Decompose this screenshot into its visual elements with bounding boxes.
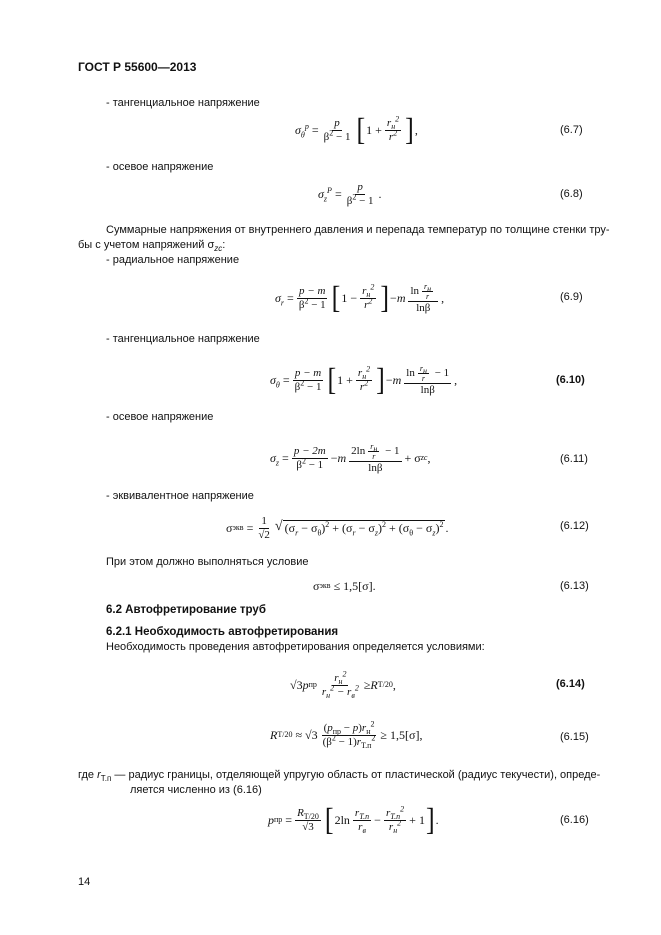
equation-number-6-10: (6.10) bbox=[556, 374, 585, 386]
necessity-text: Необходимость проведения автофретирования определяется условиями: bbox=[106, 641, 485, 653]
axial-stress-label-2: - осевое напряжение bbox=[106, 411, 214, 423]
where-definition-line1: где $r_{Т.п}$ — радиус границы, отделяющей упругую область от пластической (радиус текучести), опреде- bbox=[78, 769, 601, 784]
equation-number-6-8: (6.8) bbox=[560, 188, 583, 200]
formula-6-15: R Т/20 ≈ √3 $\frac{(p_{пр} - p)r_н^2}{(\beta^2 - 1)r_{Т.п}^2}$ ≥ 1,5[σ], bbox=[270, 718, 423, 750]
document-header: ГОСТ Р 55600—2013 bbox=[78, 60, 197, 74]
summary-paragraph-line1: Суммарные напряжения от внутреннего давления и перепада температур по толщине стенки тру- bbox=[106, 224, 610, 236]
formula-6-7: $\sigma_\theta^p$ = $\frac{p}{\beta^2 - 1}$ [ 1 + $\frac{r_н^2}{r^2}$ ] , bbox=[295, 112, 418, 147]
equation-number-6-9: (6.9) bbox=[560, 291, 583, 303]
equation-number-6-13: (6.13) bbox=[560, 580, 589, 592]
formula-6-8: $\sigma_z^P$ = $\frac{p}{\beta^2 - 1}$ . bbox=[318, 180, 382, 207]
radial-stress-label: - радиальное напряжение bbox=[106, 254, 240, 266]
equation-number-6-14: (6.14) bbox=[556, 678, 585, 690]
section-heading-6-2-1: 6.2.1 Необходимость автофретирования bbox=[106, 626, 339, 638]
section-heading-6-2: 6.2 Автофретирование труб bbox=[106, 604, 266, 616]
formula-6-12: σ экв = $\frac{1}{√2}$ √ $(\sigma_r - \sigma_\theta)^2 + (\sigma_r - \sigma_z)^2 + (\sigma_\theta - \sigma_z)^2$ . bbox=[226, 514, 449, 541]
condition-text: При этом должно выполняться условие bbox=[106, 556, 309, 568]
formula-6-16: p пр = $\frac{R_{Т/20}}{√3}$ [ 2ln $\frac{r_{Т.п}}{r_в}$ − $\frac{r_{Т.п}^2}{r_н^2}$ + 1 ] . bbox=[268, 802, 439, 837]
equation-number-6-11: (6.11) bbox=[560, 453, 588, 465]
where-definition-line2: ляется численно из (6.16) bbox=[130, 784, 262, 796]
axial-stress-label: - осевое напряжение bbox=[106, 161, 214, 173]
formula-6-10: $\sigma_\theta$ = $\frac{p - m}{\beta^2 - 1}$ [ 1 + $\frac{r_н^2}{r^2}$ ] − m ln $\frac{r_н}{r}$ − 1 lnβ , bbox=[270, 362, 458, 397]
summary-paragraph-line2: бы с учетом напряжений $\sigma_{zc}$: bbox=[78, 239, 226, 254]
tangential-stress-label: - тангенциальное напряжение bbox=[106, 97, 260, 109]
equation-number-6-16: (6.16) bbox=[560, 814, 589, 826]
formula-6-14: √3 p пр $\frac{r_н^2}{r_н^2 - r_в^2}$ ≥ R Т/20 , bbox=[290, 668, 396, 700]
page-number: 14 bbox=[78, 876, 91, 888]
equation-number-6-12: (6.12) bbox=[560, 520, 589, 532]
tangential-stress-label-2: - тангенциальное напряжение bbox=[106, 333, 260, 345]
equation-number-6-7: (6.7) bbox=[560, 124, 583, 136]
formula-6-13: σ экв ≤ 1,5[σ]. bbox=[313, 578, 376, 593]
formula-6-9: $\sigma_r$ = $\frac{p - m}{\beta^2 - 1}$ [ 1 − $\frac{r_н^2}{r^2}$ ] − m ln $\frac{r_н}{r}$ lnβ , bbox=[275, 280, 445, 315]
equation-number-6-15: (6.15) bbox=[560, 731, 589, 743]
equivalent-stress-label: - эквивалентное напряжение bbox=[106, 490, 254, 502]
formula-6-11: $\sigma_z$ = $\frac{p - 2m}{\beta^2 - 1}$ − m 2ln $\frac{r_н}{r}$ − 1 lnβ + σ zc , bbox=[270, 441, 431, 474]
